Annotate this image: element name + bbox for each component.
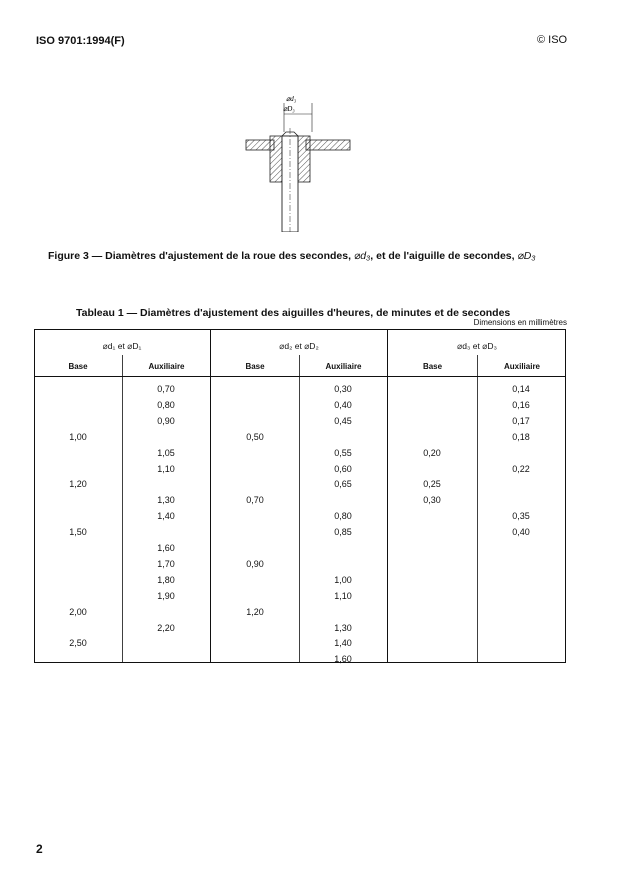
- figure-label-bottom: ⌀D₃: [283, 105, 295, 113]
- group-header-d1: ⌀d₁ et ⌀D₁: [102, 341, 142, 351]
- group-header-d3: ⌀d₃ et ⌀D₃: [457, 341, 497, 351]
- table-cell: 0,60: [334, 463, 352, 474]
- figure-3-drawing: [240, 92, 360, 232]
- table-cell: 1,30: [157, 495, 175, 506]
- table-cell: 2,00: [69, 606, 87, 617]
- table-cell: 1,00: [69, 431, 87, 442]
- table-cell: 2,50: [69, 638, 87, 649]
- table-cell: 1,70: [157, 558, 175, 569]
- table-cell: 2,20: [157, 622, 175, 633]
- table-cell: 0,80: [334, 511, 352, 522]
- table-cell: 1,60: [157, 543, 175, 553]
- table-cell: 0,50: [246, 431, 264, 442]
- table-cell: 0,70: [157, 384, 175, 394]
- caption-text-mid: , et de l'aiguille de secondes,: [370, 250, 518, 262]
- subhead-aux-3: Auxiliaire: [503, 362, 540, 371]
- table-cell: 0,22: [512, 463, 530, 474]
- table-cell: 1,50: [69, 527, 87, 538]
- group-header-d2: ⌀d₂ et ⌀D₂: [279, 341, 319, 351]
- subhead-base-3: Base: [422, 362, 443, 371]
- table-cell: 0,40: [512, 527, 530, 538]
- table-cell: 1,10: [334, 590, 352, 601]
- caption-text: Figure 3 — Diamètres d'ajustement de la roue des secondes,: [48, 250, 354, 262]
- seconds-wheel-diagram: [240, 92, 360, 232]
- table-cell: 0,30: [334, 384, 352, 394]
- table-cell: 1,40: [334, 638, 352, 649]
- table-cell: 0,16: [512, 399, 530, 410]
- table-cell: 0,55: [334, 447, 352, 458]
- table-cell: 0,17: [512, 415, 530, 426]
- table-units: Dimensions en millimètres: [473, 318, 567, 327]
- subhead-aux-2: Auxiliaire: [325, 362, 362, 371]
- document-id: ISO 9701:1994(F): [36, 35, 125, 47]
- table-cell: 1,05: [157, 447, 175, 458]
- figure-caption: [48, 250, 536, 262]
- page-number: 2: [36, 842, 43, 856]
- table-cell: 1,00: [334, 574, 352, 585]
- table-cell: 0,14: [512, 384, 530, 394]
- table-cell: 0,70: [246, 495, 264, 506]
- caption-symbol-D3: ⌀D₃: [517, 250, 536, 262]
- table-cell: 1,10: [157, 463, 175, 474]
- table-cell: 1,30: [334, 622, 352, 633]
- table-cell: 0,90: [157, 415, 175, 426]
- table-cell: 1,40: [157, 511, 175, 522]
- table-cell: 0,85: [334, 527, 352, 538]
- table-cell: 1,60: [334, 654, 352, 665]
- figure-label-top: ⌀d₃: [286, 95, 297, 103]
- table-cell: 0,18: [512, 431, 530, 442]
- table-title: Tableau 1 — Diamètres d'ajustement des aiguilles d'heures, de minutes et de secondes: [76, 307, 511, 319]
- table-cell: 0,30: [423, 495, 441, 506]
- table-cell: 1,80: [157, 574, 175, 585]
- table-cell: 0,35: [512, 511, 530, 522]
- table-cell: 0,20: [423, 447, 441, 458]
- dimensions-table: [34, 329, 566, 663]
- table-cell: 1,20: [246, 606, 264, 617]
- subhead-aux-1: Auxiliaire: [148, 362, 185, 371]
- table-cell: 1,20: [69, 479, 87, 490]
- table-cell: 0,90: [246, 558, 264, 569]
- table-cell: 1,90: [157, 590, 175, 601]
- subhead-base-1: Base: [68, 362, 88, 371]
- copyright-mark: © ISO: [537, 34, 568, 46]
- subhead-base-2: Base: [245, 362, 265, 371]
- table-cell: 0,40: [334, 399, 352, 410]
- caption-symbol-d3: ⌀d₃: [353, 250, 371, 262]
- table-cell: 0,65: [334, 479, 352, 490]
- table-cell: 0,25: [423, 479, 441, 490]
- table-cell: 0,45: [334, 415, 352, 426]
- table-rules: [34, 329, 566, 663]
- table-cell: 0,80: [157, 399, 175, 410]
